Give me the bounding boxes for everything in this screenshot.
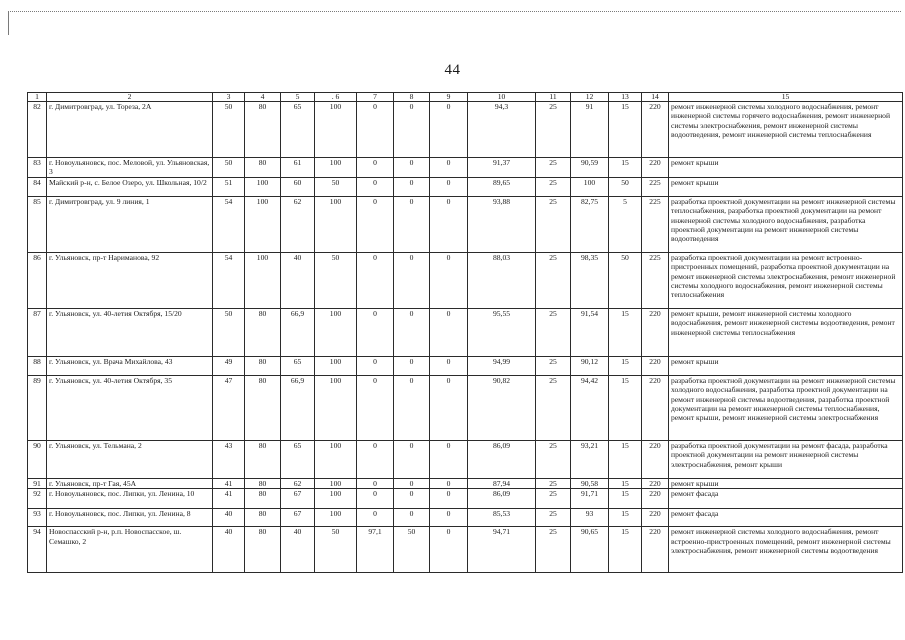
value-cell: 0 <box>357 441 394 479</box>
value-cell: 25 <box>536 489 571 509</box>
value-cell: 80 <box>245 441 281 479</box>
address-cell: г. Ульяновск, ул. Тельмана, 2 <box>47 441 213 479</box>
work-type-cell: разработка проектной документации на ремонт встроенно-пристроенных помещений, разработка проектной документации на ремонт инженерной системы электроснабжения, ремонт инженерной системы холодного водоснабжения, ремонт инженерной системы теплоснабжения <box>669 253 903 309</box>
value-cell: 220 <box>642 441 669 479</box>
value-cell: 15 <box>609 357 642 376</box>
value-cell: 25 <box>536 357 571 376</box>
table-row <box>28 357 903 376</box>
value-cell: 15 <box>609 376 642 441</box>
row-number-cell: 91 <box>28 479 47 489</box>
value-cell: 15 <box>609 489 642 509</box>
value-cell: 50 <box>213 309 245 357</box>
value-cell: 15 <box>609 158 642 178</box>
value-cell: 88,03 <box>468 253 536 309</box>
scan-corner-mark <box>8 11 9 35</box>
value-cell: 80 <box>245 309 281 357</box>
work-type-cell: ремонт фасада <box>669 509 903 527</box>
value-cell: 50 <box>394 527 430 573</box>
value-cell: 0 <box>357 357 394 376</box>
value-cell: 50 <box>609 178 642 197</box>
value-cell: 40 <box>281 527 315 573</box>
row-number-cell: 89 <box>28 376 47 441</box>
address-cell: г. Новоульяновск, пос. Липки, ул. Ленина, 10 <box>47 489 213 509</box>
table-row <box>28 309 903 357</box>
table-row <box>28 527 903 573</box>
page-number: 44 <box>444 62 461 78</box>
value-cell: 100 <box>315 376 357 441</box>
value-cell: 0 <box>430 479 468 489</box>
row-number-cell: 85 <box>28 197 47 253</box>
value-cell: 0 <box>430 178 468 197</box>
value-cell: 100 <box>245 253 281 309</box>
value-cell: 100 <box>315 197 357 253</box>
address-cell: г. Ульяновск, ул. 40-летия Октября, 15/20 <box>47 309 213 357</box>
value-cell: 100 <box>315 102 357 158</box>
column-number: 2 <box>47 93 213 102</box>
column-number-row <box>28 93 903 102</box>
address-cell: г. Ульяновск, ул. Врача Михайлова, 43 <box>47 357 213 376</box>
address-cell: Новоспасский р-н, р.п. Новоспасское, ш. Семашко, 2 <box>47 527 213 573</box>
value-cell: 91,71 <box>571 489 609 509</box>
value-cell: 0 <box>357 376 394 441</box>
value-cell: 60 <box>281 178 315 197</box>
value-cell: 0 <box>430 509 468 527</box>
value-cell: 0 <box>357 178 394 197</box>
value-cell: 25 <box>536 479 571 489</box>
work-type-cell: ремонт крыши <box>669 178 903 197</box>
value-cell: 0 <box>357 309 394 357</box>
value-cell: 0 <box>394 253 430 309</box>
value-cell: 85,53 <box>468 509 536 527</box>
column-number: . 6 <box>315 93 357 102</box>
value-cell: 0 <box>430 102 468 158</box>
value-cell: 0 <box>394 441 430 479</box>
value-cell: 94,3 <box>468 102 536 158</box>
work-type-cell: разработка проектной документации на ремонт инженерной системы холодного водоснабжения, разработка проектной документации на ремонт инженерной системы водоотведения, разработка проектной документации на ремонт инженерной системы теплоснабжения, ремонт крыши, ремонт инженерной системы электроснабжения <box>669 376 903 441</box>
row-number-cell: 83 <box>28 158 47 178</box>
value-cell: 50 <box>315 253 357 309</box>
value-cell: 66,9 <box>281 376 315 441</box>
value-cell: 25 <box>536 509 571 527</box>
value-cell: 225 <box>642 197 669 253</box>
column-number: 4 <box>245 93 281 102</box>
table-row <box>28 253 903 309</box>
row-number-cell: 88 <box>28 357 47 376</box>
value-cell: 15 <box>609 479 642 489</box>
value-cell: 15 <box>609 509 642 527</box>
value-cell: 25 <box>536 102 571 158</box>
value-cell: 90,65 <box>571 527 609 573</box>
value-cell: 80 <box>245 509 281 527</box>
value-cell: 0 <box>394 158 430 178</box>
work-type-cell: ремонт крыши, ремонт инженерной системы холодного водоснабжения, ремонт инженерной системы водоотведения, ремонт инженерной системы теплоснабжения <box>669 309 903 357</box>
address-cell: г. Ульяновск, пр-т Нариманова, 92 <box>47 253 213 309</box>
value-cell: 47 <box>213 376 245 441</box>
data-table <box>27 92 903 573</box>
value-cell: 100 <box>245 178 281 197</box>
row-number-cell: 92 <box>28 489 47 509</box>
value-cell: 80 <box>245 376 281 441</box>
value-cell: 80 <box>245 158 281 178</box>
value-cell: 40 <box>213 527 245 573</box>
scan-top-border <box>8 11 901 12</box>
value-cell: 51 <box>213 178 245 197</box>
column-number: 11 <box>536 93 571 102</box>
value-cell: 89,65 <box>468 178 536 197</box>
value-cell: 25 <box>536 309 571 357</box>
value-cell: 98,35 <box>571 253 609 309</box>
value-cell: 0 <box>394 509 430 527</box>
address-cell: г. Ульяновск, пр-т Гая, 45А <box>47 479 213 489</box>
value-cell: 80 <box>245 357 281 376</box>
value-cell: 50 <box>315 178 357 197</box>
value-cell: 15 <box>609 441 642 479</box>
value-cell: 220 <box>642 158 669 178</box>
value-cell: 90,12 <box>571 357 609 376</box>
value-cell: 0 <box>394 376 430 441</box>
value-cell: 100 <box>315 158 357 178</box>
row-number-cell: 87 <box>28 309 47 357</box>
value-cell: 65 <box>281 357 315 376</box>
value-cell: 100 <box>571 178 609 197</box>
address-cell: Майский р-н, с. Белое Озеро, ул. Школьная, 10/2 <box>47 178 213 197</box>
work-type-cell: разработка проектной документации на ремонт фасада, разработка проектной документации на ремонт инженерной системы электроснабжения, ремонт крыши <box>669 441 903 479</box>
work-type-cell: ремонт крыши <box>669 158 903 178</box>
address-cell: г. Новоульяновск, пос. Меловой, ул. Ульяновская, 3 <box>47 158 213 178</box>
value-cell: 100 <box>315 357 357 376</box>
value-cell: 100 <box>315 309 357 357</box>
value-cell: 0 <box>430 376 468 441</box>
value-cell: 90,59 <box>571 158 609 178</box>
column-number: 3 <box>213 93 245 102</box>
value-cell: 62 <box>281 197 315 253</box>
table-row <box>28 489 903 509</box>
value-cell: 225 <box>642 253 669 309</box>
value-cell: 95,55 <box>468 309 536 357</box>
column-number: 14 <box>642 93 669 102</box>
value-cell: 61 <box>281 158 315 178</box>
value-cell: 62 <box>281 479 315 489</box>
value-cell: 54 <box>213 253 245 309</box>
row-number-cell: 86 <box>28 253 47 309</box>
value-cell: 40 <box>281 253 315 309</box>
value-cell: 41 <box>213 489 245 509</box>
value-cell: 100 <box>315 441 357 479</box>
value-cell: 0 <box>394 197 430 253</box>
value-cell: 100 <box>315 509 357 527</box>
value-cell: 90,82 <box>468 376 536 441</box>
column-number: 9 <box>430 93 468 102</box>
value-cell: 220 <box>642 376 669 441</box>
value-cell: 82,75 <box>571 197 609 253</box>
value-cell: 94,71 <box>468 527 536 573</box>
value-cell: 94,99 <box>468 357 536 376</box>
value-cell: 0 <box>430 489 468 509</box>
value-cell: 0 <box>430 197 468 253</box>
value-cell: 43 <box>213 441 245 479</box>
value-cell: 50 <box>315 527 357 573</box>
value-cell: 97,1 <box>357 527 394 573</box>
value-cell: 5 <box>609 197 642 253</box>
value-cell: 220 <box>642 479 669 489</box>
value-cell: 25 <box>536 376 571 441</box>
value-cell: 25 <box>536 197 571 253</box>
row-number-cell: 93 <box>28 509 47 527</box>
value-cell: 87,94 <box>468 479 536 489</box>
value-cell: 100 <box>315 479 357 489</box>
value-cell: 93,88 <box>468 197 536 253</box>
value-cell: 0 <box>394 178 430 197</box>
value-cell: 220 <box>642 527 669 573</box>
table-row <box>28 479 903 489</box>
row-number-cell: 94 <box>28 527 47 573</box>
address-cell: г. Новоульяновск, пос. Липки, ул. Ленина, 8 <box>47 509 213 527</box>
value-cell: 0 <box>394 309 430 357</box>
value-cell: 0 <box>357 479 394 489</box>
value-cell: 80 <box>245 102 281 158</box>
column-number: 7 <box>357 93 394 102</box>
value-cell: 220 <box>642 357 669 376</box>
value-cell: 90,58 <box>571 479 609 489</box>
table-row <box>28 376 903 441</box>
value-cell: 25 <box>536 158 571 178</box>
column-number: 13 <box>609 93 642 102</box>
value-cell: 0 <box>430 441 468 479</box>
value-cell: 100 <box>245 197 281 253</box>
value-cell: 66,9 <box>281 309 315 357</box>
work-type-cell: ремонт инженерной системы холодного водоснабжения, ремонт встроенно-пристроенных помещений, ремонт инженерной системы электроснабжения, ремонт инженерной системы водоотведения <box>669 527 903 573</box>
value-cell: 0 <box>394 479 430 489</box>
value-cell: 41 <box>213 479 245 489</box>
work-type-cell: ремонт фасада <box>669 489 903 509</box>
table-row <box>28 441 903 479</box>
value-cell: 50 <box>213 158 245 178</box>
value-cell: 225 <box>642 178 669 197</box>
value-cell: 86,09 <box>468 441 536 479</box>
value-cell: 25 <box>536 178 571 197</box>
value-cell: 93,21 <box>571 441 609 479</box>
value-cell: 80 <box>245 489 281 509</box>
value-cell: 220 <box>642 509 669 527</box>
column-number: 5 <box>281 93 315 102</box>
value-cell: 91 <box>571 102 609 158</box>
value-cell: 15 <box>609 102 642 158</box>
table-row <box>28 197 903 253</box>
work-type-cell: ремонт крыши <box>669 357 903 376</box>
value-cell: 0 <box>394 102 430 158</box>
work-type-cell: ремонт инженерной системы холодного водоснабжения, ремонт инженерной системы горячего водоснабжения, ремонт инженерной системы электроснабжения, ремонт инженерной системы водоотведения, ремонт инженерной системы теплоснабжения <box>669 102 903 158</box>
value-cell: 0 <box>394 489 430 509</box>
column-number: 10 <box>468 93 536 102</box>
value-cell: 25 <box>536 253 571 309</box>
value-cell: 50 <box>213 102 245 158</box>
value-cell: 15 <box>609 309 642 357</box>
value-cell: 25 <box>536 527 571 573</box>
value-cell: 220 <box>642 489 669 509</box>
value-cell: 49 <box>213 357 245 376</box>
value-cell: 67 <box>281 509 315 527</box>
value-cell: 220 <box>642 102 669 158</box>
column-number: 15 <box>669 93 903 102</box>
row-number-cell: 84 <box>28 178 47 197</box>
value-cell: 50 <box>609 253 642 309</box>
value-cell: 80 <box>245 527 281 573</box>
value-cell: 0 <box>357 197 394 253</box>
row-number-cell: 82 <box>28 102 47 158</box>
address-cell: г. Ульяновск, ул. 40-летия Октября, 35 <box>47 376 213 441</box>
column-number: 12 <box>571 93 609 102</box>
address-cell: г. Димитровград, ул. Тореза, 2А <box>47 102 213 158</box>
value-cell: 15 <box>609 527 642 573</box>
value-cell: 65 <box>281 441 315 479</box>
value-cell: 0 <box>357 509 394 527</box>
value-cell: 80 <box>245 479 281 489</box>
value-cell: 0 <box>394 357 430 376</box>
work-type-cell: разработка проектной документации на ремонт инженерной системы теплоснабжения, разработка проектной документации на ремонт инженерной системы холодного водоснабжения, разработка проектной документации на ремонт инженерной системы водоотведения <box>669 197 903 253</box>
value-cell: 0 <box>430 158 468 178</box>
work-type-cell: ремонт крыши <box>669 479 903 489</box>
value-cell: 220 <box>642 309 669 357</box>
value-cell: 0 <box>430 357 468 376</box>
column-number: 8 <box>394 93 430 102</box>
value-cell: 25 <box>536 441 571 479</box>
table-row <box>28 102 903 158</box>
value-cell: 0 <box>357 489 394 509</box>
value-cell: 91,37 <box>468 158 536 178</box>
value-cell: 67 <box>281 489 315 509</box>
value-cell: 0 <box>357 158 394 178</box>
table-row <box>28 509 903 527</box>
value-cell: 0 <box>430 309 468 357</box>
value-cell: 54 <box>213 197 245 253</box>
column-number: 1 <box>28 93 47 102</box>
value-cell: 93 <box>571 509 609 527</box>
address-cell: г. Димитровград, ул. 9 линия, 1 <box>47 197 213 253</box>
value-cell: 0 <box>357 253 394 309</box>
value-cell: 0 <box>357 102 394 158</box>
row-number-cell: 90 <box>28 441 47 479</box>
value-cell: 100 <box>315 489 357 509</box>
table-row <box>28 158 903 178</box>
value-cell: 94,42 <box>571 376 609 441</box>
value-cell: 86,09 <box>468 489 536 509</box>
table-row <box>28 178 903 197</box>
value-cell: 0 <box>430 253 468 309</box>
value-cell: 91,54 <box>571 309 609 357</box>
value-cell: 0 <box>430 527 468 573</box>
value-cell: 40 <box>213 509 245 527</box>
value-cell: 65 <box>281 102 315 158</box>
